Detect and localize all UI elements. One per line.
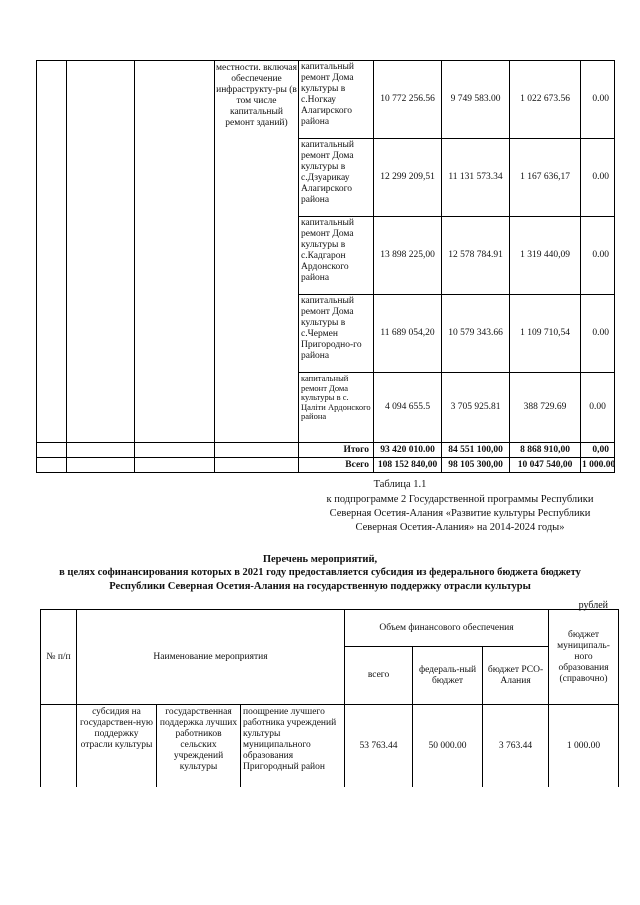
federal-amount: 12 578 784.91: [442, 217, 510, 295]
total-amount: 11 689 054,20: [374, 295, 442, 373]
measures-table: [40, 609, 619, 787]
heading-title: Перечень мероприятий,: [262, 554, 378, 565]
support-name: государственная поддержка лучших работников сельских учреждений культуры: [157, 705, 241, 788]
municipal-amount: 0.00: [581, 61, 615, 139]
vsego-municipal: 1 000.00: [581, 458, 615, 473]
municipal-amount: 0.00: [581, 295, 615, 373]
municipal-amount: 0.00: [581, 139, 615, 217]
header-municipal: бюджет муниципаль-ного образования (справочно): [549, 610, 619, 705]
vsego-regional: 10 047 540,00: [510, 458, 581, 473]
federal-amount: 11 131 573.34: [442, 139, 510, 217]
regional-amount: 1 109 710,54: [510, 295, 581, 373]
total-amount: 12 299 209,51: [374, 139, 442, 217]
municipal-amount: 0.00: [581, 373, 615, 443]
itogo-municipal: 0,00: [581, 443, 615, 458]
object-name: капитальный ремонт Дома культуры в с.Кадгарон Ардонского района: [299, 217, 374, 295]
header-volume: Объем финансового обеспечения: [345, 610, 549, 647]
itogo-total: 93 420 010.00: [374, 443, 442, 458]
measure-description: местности. включая обеспечение инфраструкту-ры (в том числе капитальный ремонт зданий): [215, 61, 299, 443]
federal-amount: 3 705 925.81: [442, 373, 510, 443]
vsego-label: Всего: [299, 458, 374, 473]
row-federal: 50 000.00: [413, 705, 483, 788]
header-number: № п/п: [41, 610, 77, 705]
funding-table-continuation: [36, 60, 615, 473]
total-amount: 4 094 655.5: [374, 373, 442, 443]
row-total: 53 763.44: [345, 705, 413, 788]
row-number: [41, 705, 77, 788]
regional-amount: 1 022 673.56: [510, 61, 581, 139]
itogo-label: Итого: [299, 443, 374, 458]
itogo-federal: 84 551 100,00: [442, 443, 510, 458]
itogo-row: [37, 443, 615, 458]
header-name: Наименование мероприятия: [77, 610, 345, 705]
object-name: капитальный ремонт Дома культуры в с.Ногкау Алагирского района: [299, 61, 374, 139]
itogo-regional: 8 868 910,00: [510, 443, 581, 458]
regional-amount: 388 729.69: [510, 373, 581, 443]
federal-amount: 9 749 583.00: [442, 61, 510, 139]
municipal-amount: 0.00: [581, 217, 615, 295]
heading-line: Республики Северная Осетия-Алания на государственную поддержку отрасли культуры: [109, 581, 531, 592]
object-name: капитальный ремонт Дома культуры в с.Чермен Пригородно-го района: [299, 295, 374, 373]
table-number-label: Таблица 1.1: [373, 479, 427, 490]
vsego-total: 108 152 840,00: [374, 458, 442, 473]
table-row: [37, 61, 615, 139]
table-label-line: Северная Осетия-Алания «Развитие культуры Республики: [329, 508, 591, 519]
total-amount: 13 898 225,00: [374, 217, 442, 295]
currency-unit: рублей: [578, 600, 608, 611]
header-regional: бюджет РСО-Алания: [483, 647, 549, 705]
row-municipal: 1 000.00: [549, 705, 619, 788]
regional-amount: 1 167 636,17: [510, 139, 581, 217]
header-federal: федераль-ный бюджет: [413, 647, 483, 705]
heading-line: в целях софинансирования которых в 2021 году предоставляется субсидия из федерального бюджета бюджету: [59, 567, 581, 578]
federal-amount: 10 579 343.66: [442, 295, 510, 373]
vsego-row: [37, 458, 615, 473]
award-name: поощрение лучшего работника учреждений культуры муниципального образования Пригородный район: [241, 705, 345, 788]
subsidy-name: субсидия на государствен-ную поддержку отрасли культуры: [77, 705, 157, 788]
object-name: капитальный ремонт Дома культуры в с.Дзуарикау Алагирского района: [299, 139, 374, 217]
regional-amount: 1 319 440,09: [510, 217, 581, 295]
row-regional: 3 763.44: [483, 705, 549, 788]
object-name: капитальный ремонт Дома культуры в с. Цаліти Ардонского района: [299, 373, 374, 443]
total-amount: 10 772 256.56: [374, 61, 442, 139]
header-total: всего: [345, 647, 413, 705]
table-header-row: [41, 610, 619, 647]
table-row: [41, 705, 619, 788]
vsego-federal: 98 105 300,00: [442, 458, 510, 473]
table-label-line: Северная Осетия-Алания» на 2014-2024 годы»: [355, 522, 565, 533]
table-label-line: к подпрограмме 2 Государственной программы Республики: [326, 494, 594, 505]
